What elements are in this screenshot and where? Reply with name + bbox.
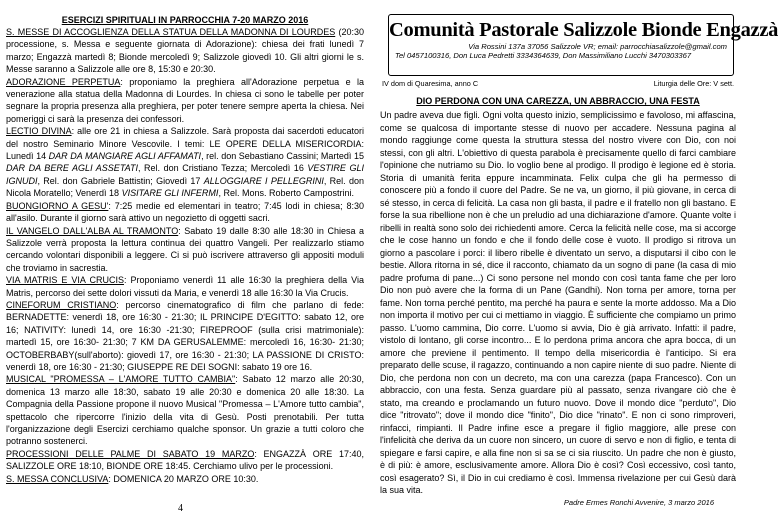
liturgy-meta (378, 76, 738, 88)
community-title: Comunità Pastorale Salizzole Bionde Engazzà (389, 19, 778, 41)
address-line: Via Rossini 137a 37056 Salizzole VR; email: parrocchiasalizzole@gmail.com (468, 42, 727, 51)
article-title: DIO PERDONA CON UNA CAREZZA, UN ABBRACCIO, UNA FESTA (416, 96, 700, 106)
article-body: Un padre aveva due figli. Ogni volta questo inizio, semplicissimo e favoloso, mi affascina, come se qualcosa di importante stesse di nuovo per accadere. Nessuna pagina al mondo raggiunge come questa la struttura stessa del nostro vivere con Dio, con noi stessi, con gli altri. L'obiettivo di questa parabola è precisamente quello di farci cambiare l'opinione che nutriamo su Dio. Io voglio bene al prodigo. Il prodigo è legione ed è storia. Storia di umanità ferita eppure incamminata. Felix culpa che gli ha permesso di conoscere più a fondo il cuore del Padre. Se ne va, un giorno, il più giovane, in cerca di sé stesso, in cerca di felicità. La casa non gli basta, il padre e il fratello non gli bastano. E forse la sua ribellione non è che un preludio ad una dichiarazione d'amore. Quante volte i ribelli in realtà sono solo dei richiedenti amore. Cerca la felicità nelle cose, ma si accorge che le cose hanno un fondo e che il fondo delle cose è vuoto. Il prodigo si ritrova un giorno a pascolare i porci: il libero ribelle è diventato un servo, a disputarsi il cibo con le bestie. Allora ritorna in sé, dice il racconto, chiamato da un sogno di pane (la casa di mio padre profuma di pane...) Ci sono persone nel mondo con così tanta fame che per loro Dio non può avere che la forma di un Pane (Gandhi). Non torna per amore, torna per fame. Non torna perché pentito, ma perché ha paura e sente la morte addosso. Ma a Dio non importa il motivo per cui ci mettiamo in viaggio. È sufficiente che compiamo un primo passo. L'uomo cammina, Dio corre. L'uomo si avvia, Dio è già arrivato. Infatti: il padre, vistolo di lontano, gli corse incontro... E lo perdona prima ancora che apra bocca, di un amore che previene il pentimento. Il tempo della misericordia è l'anticipo. Si era preparato delle scuse, il ragazzo, continuando a non capire niente di suo padre. Niente di Dio, che perdona non con un decreto, ma con una carezza (papa Francesco). Con un abbraccio, con una festa. Senza guardare più al passato, senza rivangare ciò che è stato, ma creando e proclamando un futuro nuovo. Dove il mondo dice "perduto", Dio dice "ritrovato"; dove il mondo dice "finito", Dio dice "rinato". E non ci sono rimproveri, rinfacci, rimpianti. Il Padre infine esce a pregare il figlio maggiore, alle prese con l'infelicità che deriva da un cuore non sincero, un cuore di servo e non di figlio, e tenta di spiegare e farsi capire, e alla fine non si sa se ci sia riuscito. Un padre che non è giusto, è di più: è amore, esclusivamente amore. Allora Dio è così? Così eccessivo, così tanto, così esagerato? Sì, il Dio in cui crediamo è così. Immensa rivelazione per cui Gesù darà la sua vita. (380, 110, 736, 495)
liturgy-hours: Liturgia delle Ore: V sett. (653, 79, 734, 88)
liturgical-week: IV dom di Quaresima, anno C (382, 79, 479, 88)
section-heading: BUONGIORNO A GESU' (6, 200, 109, 211)
section-text: , Rel. Mons. Roberto Campostrini. (218, 188, 354, 199)
masthead (388, 14, 778, 76)
article-signature: Padre Ermes Ronchi Avvenire, 3 marzo 2016 (563, 497, 714, 507)
page-number: 4 (178, 503, 183, 514)
section-heading: VIA MATRIS E VIA CRUCIS (6, 275, 124, 286)
section-text: , Rel. don Gabriele Battistin; Giovedì 17 (37, 175, 204, 186)
section-heading: S. MESSE DI ACCOGLIENZA DELLA STATUA DELLA MADONNA DI LOURDES (6, 27, 336, 37)
section-heading: MUSICAL "PROMESSA – L'AMORE TUTTO CAMBIA" (6, 374, 236, 385)
section-heading: ADORAZIONE PERPETUA (6, 76, 121, 87)
page-title: ESERCIZI SPIRITUALI IN PARROCCHIA 7-20 MARZO 2016 (61, 15, 309, 25)
section-heading: LECTIO DIVINA (6, 126, 72, 137)
announcements (6, 26, 364, 485)
section-text: , rel. don Sebastiano Cassini; Martedì 15 (201, 151, 365, 162)
lectio-theme: DAR DA MANGIARE AGLI AFFAMATI (48, 151, 202, 162)
lectio-theme: VISITARE GLI INFERMI (121, 188, 219, 199)
section-heading: PROCESSIONI DELLE PALME DI SABATO 19 MARZO (6, 448, 255, 459)
section-text: : alle ore 21 in chiesa a Salizzole. Sarà proposta dai sacerdoti educatori del nostro Seminario Minore Vescovile. I temi: LE OPERE DELLA MISERICORDIA: Lunedì 14 (6, 126, 364, 162)
lectio-theme: ALLOGGIARE I PELLEGRINI (203, 175, 324, 186)
lectio-theme: VESTIRE GLI IGNUDI (6, 163, 364, 186)
section-text: : 7:25 medie ed elementari in teatro; 7:45 lodi in chiesa; 8:30 all'asilo. Durante il giorno sarà attivo un negozietto di oggetti sacri. (6, 200, 364, 224)
phone-line: Tel 0457100316, Don Luca Pedretti 3334364639, Don Massimiliano Lucchi 3470303367 (395, 51, 692, 61)
section-musical (6, 373, 364, 447)
left-column (6, 14, 364, 504)
section-messa-conclusiva (6, 473, 364, 485)
section-text: : Sabato 12 marzo alle 20:30, domenica 13 marzo alle 18:30, sabato 19 alle 20:30 e domenica 20 alle 18:30. La Compagnia della Passione propone il nuovo Musical "Promessa – L'Amore tutto cambia", spettacolo che ripercorre l'inizio della vita di Gesù. Posti prenotabili. Per tutta l'organizzazione degli Esercizi cerchiamo qualche sponsor. Un grazie a tutti coloro che potranno sostenerci. (6, 374, 364, 447)
section-text: : Proponiamo venerdì 11 alle 16:30 la preghiera della Via Matris, percorso dei sette dolori vissuti da Maria, e venerdì 18 alle 16:30 la Via Crucis. (6, 275, 365, 298)
section-heading: S. MESSA CONCLUSIVA (6, 473, 109, 484)
section-text: (20:30 processione, s. Messa e seguente giornata di Adorazione): chiesa dei frati lunedì 7 marzo; Engazzà martedì 8; Bionde mercoledì 9; Salizzole giovedì 10. Gli altri giorni le s. Messe saranno a Salizzole alle ore 8, 15:30 e 20:30. (6, 27, 364, 75)
section-vangelo (6, 225, 364, 275)
lectio-theme: DAR DA BERE AGLI ASSETATI (6, 163, 138, 174)
section-text: : percorso cinematografico di film che parlano di fede: BERNADETTE: venerdì 18, ore 16:30 - 21:30; IL PRINCIPE D'EGITTO: sabato 12, ore 16; NATIVITY: lunedì 14, ore 16:30 -21:30; FIREPROOF (sulla crisi matrimoniale): martedì 15, ore 16:30- 21:30; 7 KM DA GERUSALEMME: mercoledì 16, 16:30- 21:30; OCTOBERBABY(sull'aborto): giovedì 17, ore 16:30 - 21:30; LA PASSIONE DI CRISTO: venerdì 18, ore 16:30 - 21:30; GIUSEPPE RE DEI SOGNI: sabato 19 ore 16. (6, 299, 364, 372)
section-text: , Rel. don Nicola Moratello; Venerdì 18 (6, 175, 364, 199)
section-heading: IL VANGELO DALL'ALBA AL TRAMONTO (6, 225, 179, 236)
section-processioni (6, 448, 364, 473)
section-cineforum (6, 299, 364, 373)
section-heading: CINEFORUM CRISTIANO (6, 299, 117, 310)
section-via-matris (6, 274, 364, 299)
section-text: : Sabato 19 dalle 8:30 alle 18:30 in Chiesa a Salizzole verrà proposta la lettura continua dei quattro Vangeli. Per realizzarlo stiamo cercando volontari disponibili a leggere. Ci si può iscrivere attraverso gli appositi moduli che troviamo in sacrestia. (6, 225, 364, 273)
section-text: , Rel. don Cristiano Tezza; Mercoledì 16 (137, 163, 308, 174)
right-column (378, 14, 778, 519)
section-text: : DOMENICA 20 MARZO ORE 10:30. (108, 473, 259, 484)
section-text: : ENGAZZÀ ORE 17:40, SALIZZOLE ORE 18:10, BIONDE ORE 18:45. Cerchiamo ulivo per le processioni. (6, 448, 365, 472)
section-buongiorno (6, 200, 364, 225)
section-lourdes (6, 26, 364, 76)
section-lectio (6, 125, 364, 199)
section-text: : proponiamo la preghiera all'Adorazione perpetua e la venerazione alla statua della Madonna di Lourdes. In chiesa ci sono le tabelle per poter segnare la propria presenza alla preghiera, per poter tenere sempre aperta la chiesa. Nei pomeriggi ci sarà la presenza dei confessori. (6, 76, 364, 124)
section-adorazione (6, 76, 364, 126)
